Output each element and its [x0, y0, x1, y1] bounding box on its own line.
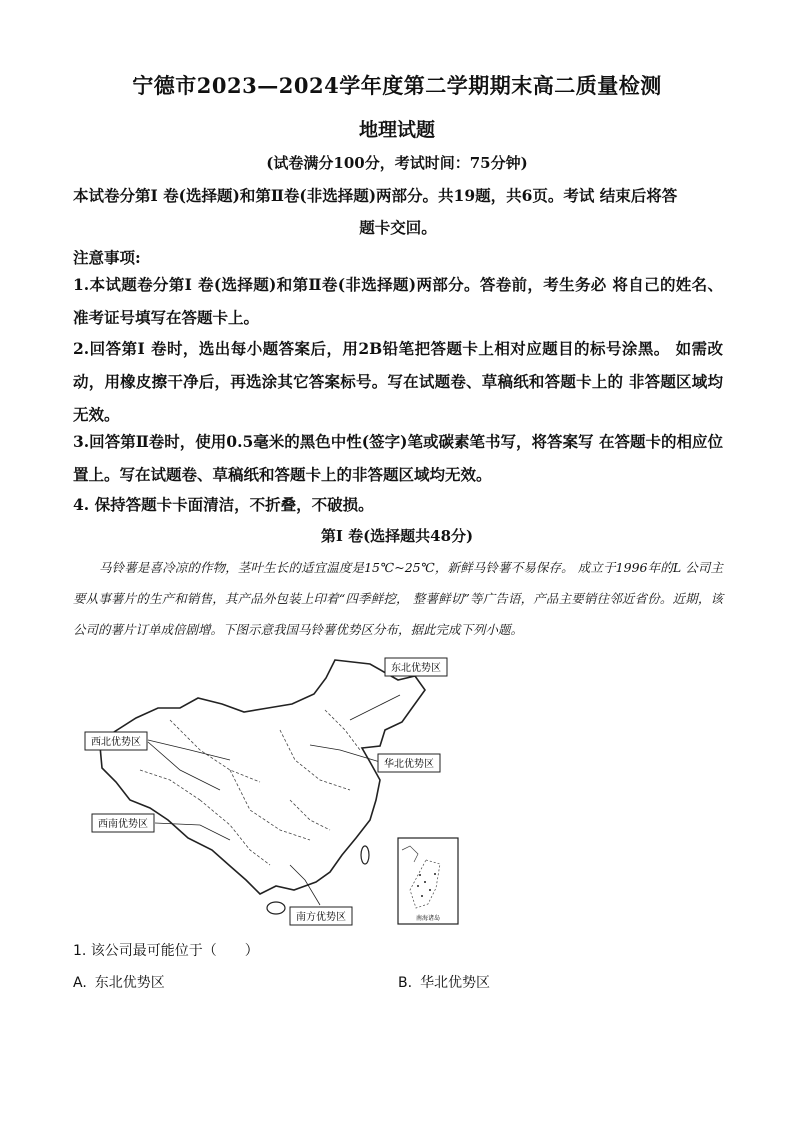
notice-item: 3.回答第Ⅱ卷时，使用0.5毫米的黑色中性(签字)笔或碳素笔书写，将答案写 在答题卡的相应位置上。写在试题卷、草稿纸和答题卡上的非答题区域均无效。	[73, 432, 723, 484]
leader-line	[155, 823, 230, 840]
intro-line-1: 本试卷分第Ⅰ 卷(选择题)和第Ⅱ卷(非选择题)两部分。共19题，共6页。考试 结束后将答	[73, 186, 678, 205]
inset-frame	[398, 838, 458, 924]
taiwan-island	[361, 846, 369, 864]
option-b[interactable]	[398, 972, 490, 992]
notice-item: 1.本试题卷分第Ⅰ 卷(选择题)和第Ⅱ卷(非选择题)两部分。答卷前，考生务必 将自己的姓名、准考证号填写在答题卡上。	[73, 275, 723, 327]
notice-item: 4. 保持答题卡卡面清洁，不折叠，不破损。	[73, 495, 374, 514]
label-north: 华北优势区	[384, 759, 434, 770]
province-line	[140, 770, 200, 800]
province-line	[170, 720, 260, 782]
exam-title: 宁德市2023—2024学年度第二学期期末高二质量检测	[132, 73, 662, 98]
hainan-island	[267, 902, 285, 914]
province-line	[280, 730, 350, 790]
province-line	[325, 710, 360, 750]
exam-subject: 地理试题	[358, 119, 435, 141]
label-south: 南方优势区	[296, 912, 346, 923]
notice-heading: 注意事项:	[73, 248, 141, 267]
intro-line-2: 题卡交回。	[359, 218, 437, 237]
exam-intro	[73, 180, 723, 244]
province-line	[290, 800, 330, 830]
label-northwest: 西北优势区	[91, 737, 141, 748]
province-line	[200, 800, 270, 865]
label-northeast: 东北优势区	[391, 663, 441, 674]
option-text: 华北优势区	[420, 975, 491, 991]
notice-item: 2.回答第Ⅰ 卷时，选出每小题答案后，用2B铅笔把答题卡上相对应题目的标号涂黑。 如需改动，用橡皮擦干净后，再选涂其它答案标号。写在试题卷、草稿纸和答题卡上的 非答题区域均无效。	[73, 339, 723, 424]
option-letter: A.	[73, 975, 87, 991]
leader-line	[350, 695, 400, 720]
leader-line	[148, 740, 230, 760]
exam-info: (试卷满分100分，考试时间：75分钟)	[266, 154, 528, 172]
option-a[interactable]	[73, 972, 165, 992]
reading-passage: 马铃薯是喜冷凉的作物，茎叶生长的适宜温度是15℃~25℃，新鲜马铃薯不易保存。 成立于1996年的L 公司主要从事薯片的生产和销售，其产品外包装上印着“四季鲜挖， 整薯鲜切”等广告语，产品主要销往邻近省份。近期，该公司的薯片订单成倍剧增。下图示意我国马铃薯优势区分布，据此完成下列小题。	[73, 560, 723, 637]
option-letter: B.	[398, 975, 413, 991]
option-text: 东北优势区	[94, 975, 165, 991]
inset-label: 南海诸岛	[415, 915, 441, 922]
question-stem: 1. 该公司最可能位于（ ）	[73, 943, 259, 959]
leader-line	[290, 865, 320, 905]
section-title: 第Ⅰ 卷(选择题共48分)	[320, 527, 474, 545]
leader-line	[148, 742, 220, 790]
potato-region-map	[80, 650, 470, 930]
label-southwest: 西南优势区	[98, 819, 148, 830]
province-line	[230, 770, 310, 840]
